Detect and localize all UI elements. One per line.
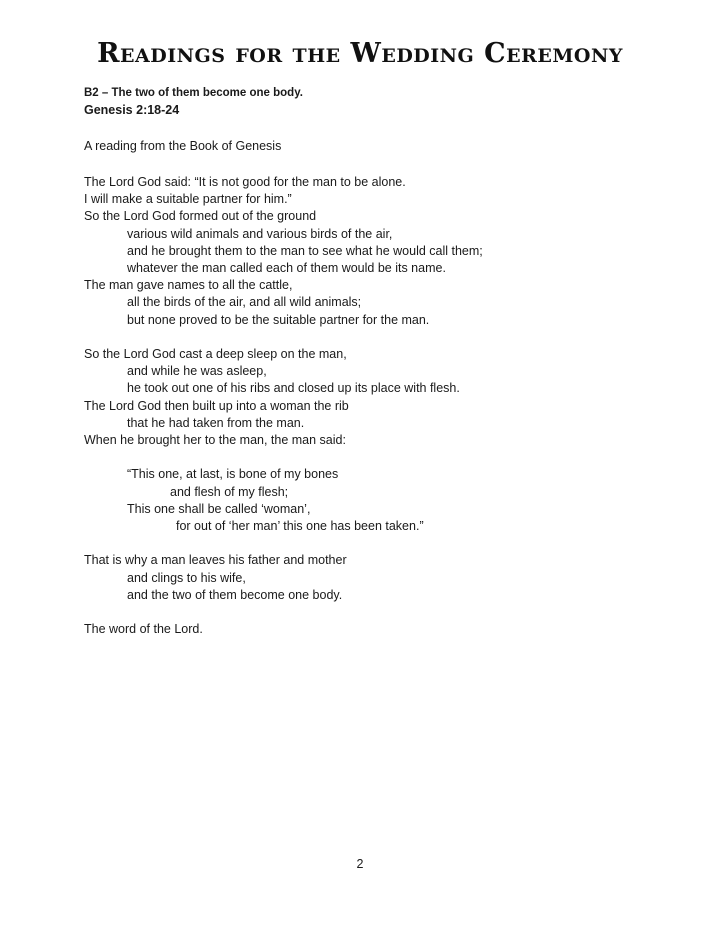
page-title: Readings for the Wedding Ceremony (97, 38, 623, 69)
reading-line: I will make a suitable partner for him.” (84, 192, 292, 207)
stanza-gap (84, 449, 644, 466)
reading-line: he took out one of his ribs and closed up its place with flesh. (127, 381, 460, 396)
quote-line: and flesh of my flesh; (170, 484, 289, 499)
reading-line: When he brought her to the man, the man said: (84, 433, 346, 448)
reading-line: and while he was asleep, (127, 364, 267, 379)
reading-line: that he had taken from the man. (127, 415, 305, 430)
reading-line: and the two of them become one body. (127, 587, 343, 602)
reading-subtitle: B2 – The two of them become one body. (84, 87, 303, 99)
quote-line: for out of ‘her man’ this one has been taken.” (176, 519, 424, 534)
page-number: 2 (356, 857, 364, 871)
stanza-gap (84, 604, 644, 621)
reading-closing: The word of the Lord. (84, 622, 203, 637)
reading-line: The Lord God said: “It is not good for the man to be alone. (84, 175, 406, 189)
quote-line: This one shall be called ‘woman’, (127, 501, 311, 516)
stanza-gap (84, 329, 644, 346)
reading-line: all the birds of the air, and all wild animals; (127, 295, 362, 310)
reading-line: So the Lord God cast a deep sleep on the man, (84, 347, 347, 362)
reading-line: various wild animals and various birds of the air, (127, 226, 393, 241)
stanza-gap (84, 535, 644, 552)
scripture-citation: Genesis 2:18-24 (84, 103, 180, 117)
reading-line: but none proved to be the suitable partner for the man. (127, 312, 430, 327)
reading-line: That is why a man leaves his father and mother (84, 553, 347, 568)
reading-line: whatever the man called each of them would be its name. (127, 261, 446, 276)
reading-intro: A reading from the Book of Genesis (84, 139, 282, 153)
reading-line: The Lord God then built up into a woman the rib (84, 398, 349, 413)
reading-line: The man gave names to all the cattle, (84, 278, 293, 293)
reading-body (84, 174, 644, 638)
reading-line: and he brought them to the man to see what he would call them; (127, 243, 483, 258)
quote-line: “This one, at last, is bone of my bones (127, 467, 339, 482)
reading-line: and clings to his wife, (127, 570, 246, 585)
reading-line: So the Lord God formed out of the ground (84, 209, 317, 224)
